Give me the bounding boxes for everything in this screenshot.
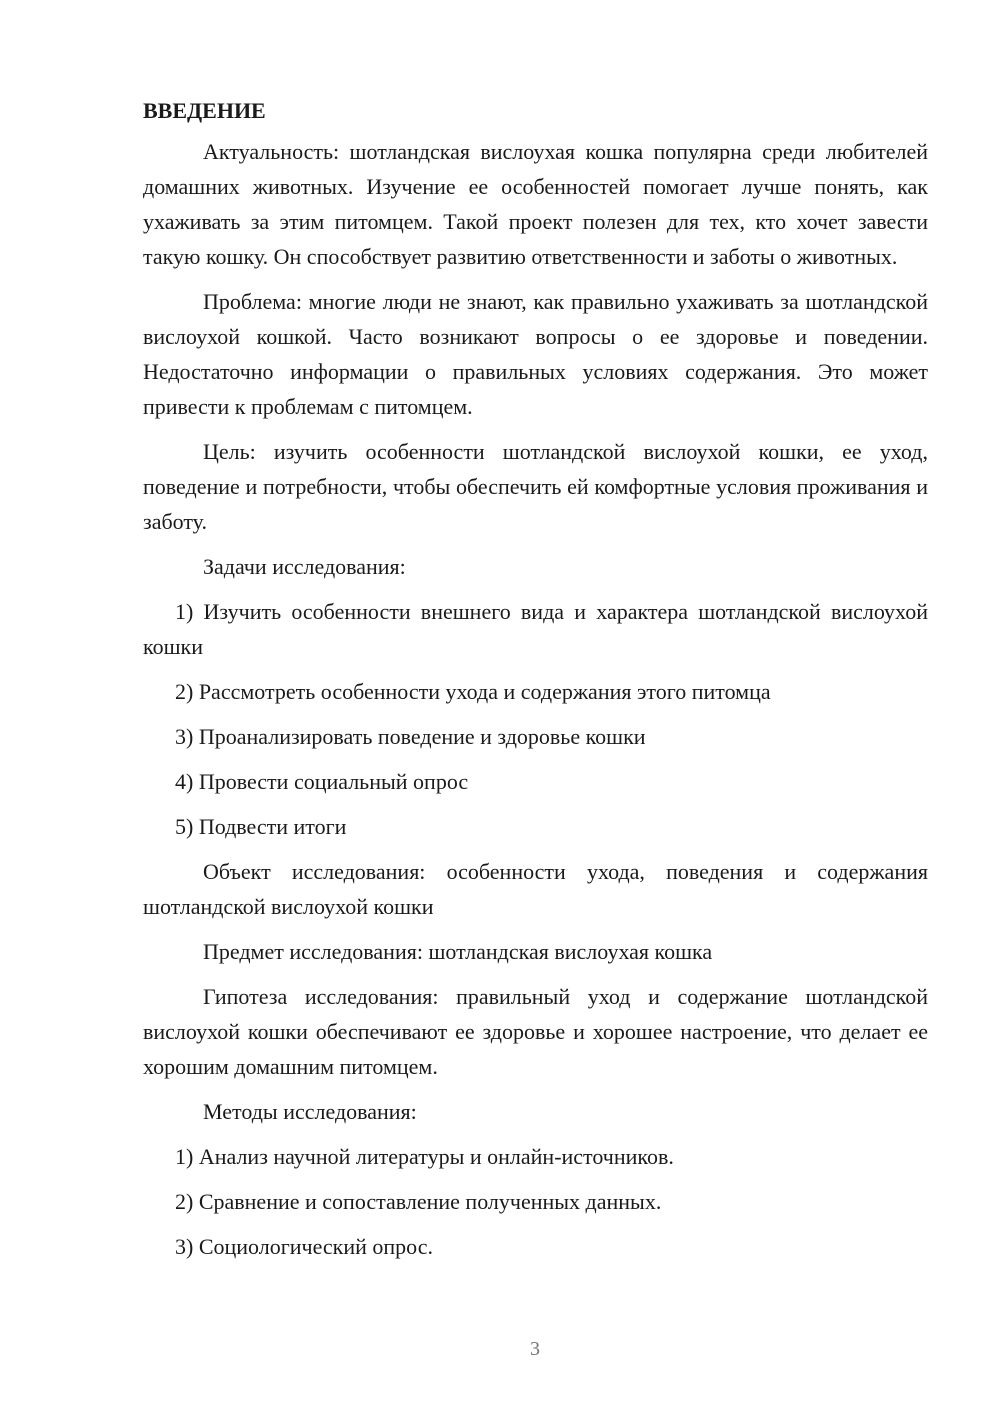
object-paragraph: Объект исследования: особенности ухода, поведения и содержания шотландской вислоухой кошки: [143, 859, 928, 919]
section-title: ВВЕДЕНИЕ: [143, 98, 266, 123]
document-body: [143, 93, 928, 1274]
tasks-heading: Задачи исследования:: [203, 554, 406, 579]
page-number: 3: [530, 1338, 540, 1360]
task-item: 5) Подвести итоги: [175, 814, 347, 839]
hypothesis-paragraph: Гипотеза исследования: правильный уход и содержание шотландской вислоухой кошки обеспечивают ее здоровье и хорошее настроение, что делает ее хорошим домашним питомцем.: [143, 984, 928, 1079]
method-item: 2) Сравнение и сопоставление полученных данных.: [175, 1189, 662, 1214]
problem-paragraph: Проблема: многие люди не знают, как правильно ухаживать за шотландской вислоухой кошкой. Часто возникают вопросы о ее здоровье и поведении. Недостаточно информации о правильных условиях содержания. Это может привести к проблемам с питомцем.: [143, 289, 928, 419]
task-item: 2) Рассмотреть особенности ухода и содержания этого питомца: [175, 679, 771, 704]
subject-paragraph: Предмет исследования: шотландская вислоухая кошка: [203, 939, 713, 964]
method-item: 1) Анализ научной литературы и онлайн-источников.: [175, 1144, 674, 1169]
task-item: 3) Проанализировать поведение и здоровье кошки: [175, 724, 646, 749]
task-item: 4) Провести социальный опрос: [175, 769, 469, 794]
methods-heading: Методы исследования:: [203, 1099, 417, 1124]
method-item: 3) Социологический опрос.: [175, 1234, 433, 1259]
relevance-paragraph: Актуальность: шотландская вислоухая кошка популярна среди любителей домашних животных. Изучение ее особенностей помогает лучше понять, как ухаживать за этим питомцем. Такой проект полезен для тех, кто хочет завести такую кошку. Он способствует развитию ответственности и заботы о животных.: [143, 139, 928, 269]
goal-paragraph: Цель: изучить особенности шотландской вислоухой кошки, ее уход, поведение и потребности, чтобы обеспечить ей комфортные условия проживания и заботу.: [143, 439, 928, 534]
task-item: 1) Изучить особенности внешнего вида и характера шотландской вислоухой кошки: [143, 599, 928, 659]
